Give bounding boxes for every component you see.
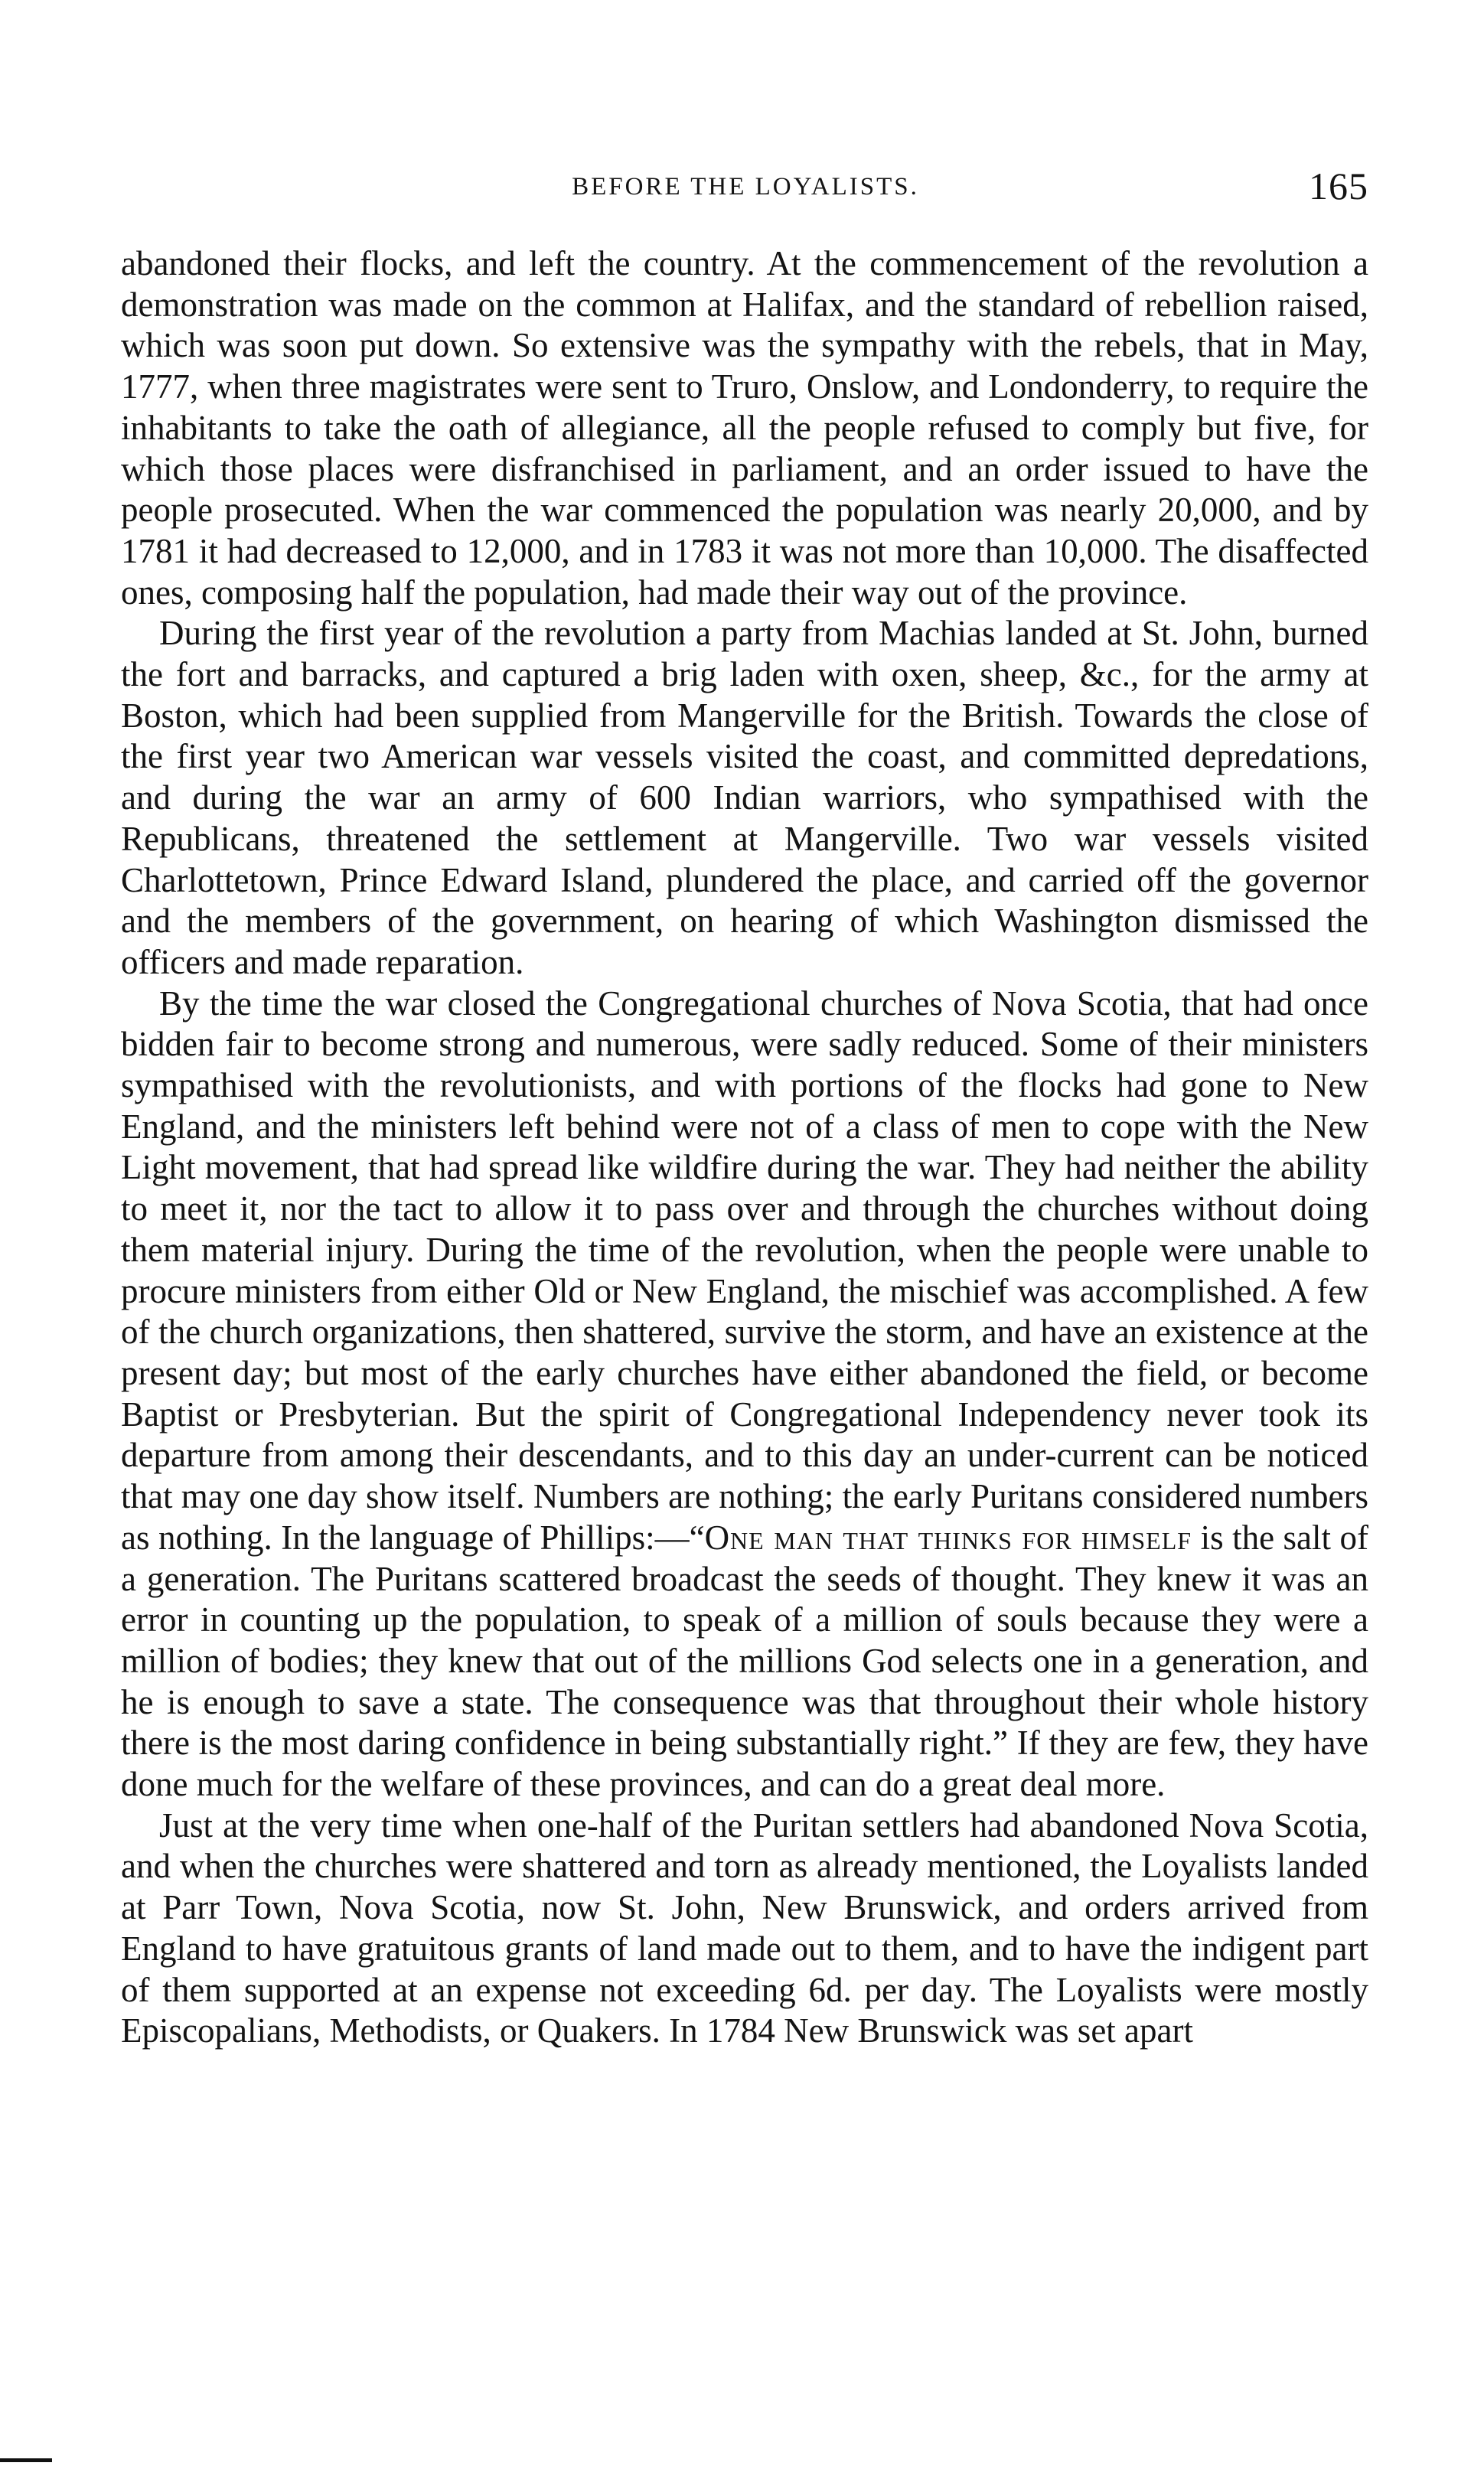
scan-edge-mark bbox=[0, 2458, 52, 2462]
running-title: BEFORE THE LOYALISTS. bbox=[572, 173, 919, 201]
paragraph-loyalists-landing: Just at the very time when one-half of the Puritan settlers had abandoned Nova Scotia, and when the churches were shattered and torn as already mentioned, the Loyalists landed at Parr Town, Nova Scotia, now St. John, New Brunswick, and orders arrived from England to have gratuitous grants of land made out to them, and to have the indigent part of them supported at an expense not exceeding 6d. per day. The Loyalists were mostly Episcopalians, Methodists, or Quakers. In 1784 New Brunswick was set apart bbox=[121, 1805, 1368, 2050]
paragraph-congregational-churches bbox=[121, 983, 1368, 1805]
page-number: 165 bbox=[1309, 165, 1368, 207]
paragraph-text: is the salt of a generation. The Puritans scattered broadcast the seeds of thought. They knew it was an error in counting up the population, to speak of a million of souls because they were a million of bodies; they knew that out of the millions God selects one in a generation, and he is enough to save a state. The consequence was that throughout their whole history there is the most daring confidence in being substantially right.” If they are few, they have done much for the welfare of these provinces, and can do a great deal more. bbox=[121, 1518, 1368, 1804]
body-text bbox=[121, 243, 1368, 2052]
paragraph-text: By the time the war closed the Congregational churches of Nova Scotia, that had once bidden fair to become strong and numerous, were sadly reduced. Some of their ministers sympathised with the revolutionists, and with portions of the flocks had gone to New England, and the ministers left behind were not of a class of men to cope with the New Light movement, that had spread like wildfire during the war. They had neither the ability to meet it, nor the tact to allow it to pass over and through the churches without doing them material injury. During the time of the revolution, when the people were unable to procure ministers from either Old or New England, the mischief was accomplished. A few of the church organizations, then shattered, survive the storm, and have an existence at the present day; but most of the early churches have either abandoned the field, or become Baptist or Presbyterian. But the spirit of Congregational Independency never took its departure from among their descendants, and to this day an under-current can be noticed that may one day show itself. Numbers are nothing; the early Puritans considered numbers as nothing. In the language of Phillips:—“ bbox=[121, 983, 1368, 1557]
paragraph-continued: abandoned their flocks, and left the country. At the commencement of the revolution a demonstration was made on the common at Halifax, and the standard of rebellion raised, which was soon put down. So extensive was the sympathy with the rebels, that in May, 1777, when three magistrates were sent to Truro, Onslow, and Londonderry, to require the inhabitants to take the oath of allegiance, all the people refused to comply but five, for which those places were disfranchised in parliament, and an order issued to have the people prosecuted. When the war commenced the population was nearly 20,000, and by 1781 it had decreased to 12,000, and in 1783 it was not more than 10,000. The disaffected ones, composing half the population, had made their way out of the province. bbox=[121, 244, 1368, 612]
phillips-quote-smallcaps: One man that thinks for himself bbox=[704, 1518, 1192, 1557]
paragraph-revolution-raids: During the first year of the revolution a party from Machias landed at St. John, burned the fort and barracks, and captured a brig laden with oxen, sheep, &c., for the army at Boston, which had been supplied from Mangerville for the British. Towards the close of the first year two American war vessels visited the coast, and committed depredations, and during the war an army of 600 Indian warriors, who sympathised with the Republicans, threatened the settlement at Mangerville. Two war vessels visited Charlottetown, Prince Edward Island, plundered the place, and carried off the governor and the members of the government, on hearing of which Washington dismissed the officers and made reparation. bbox=[121, 614, 1368, 981]
running-head bbox=[122, 164, 1368, 217]
